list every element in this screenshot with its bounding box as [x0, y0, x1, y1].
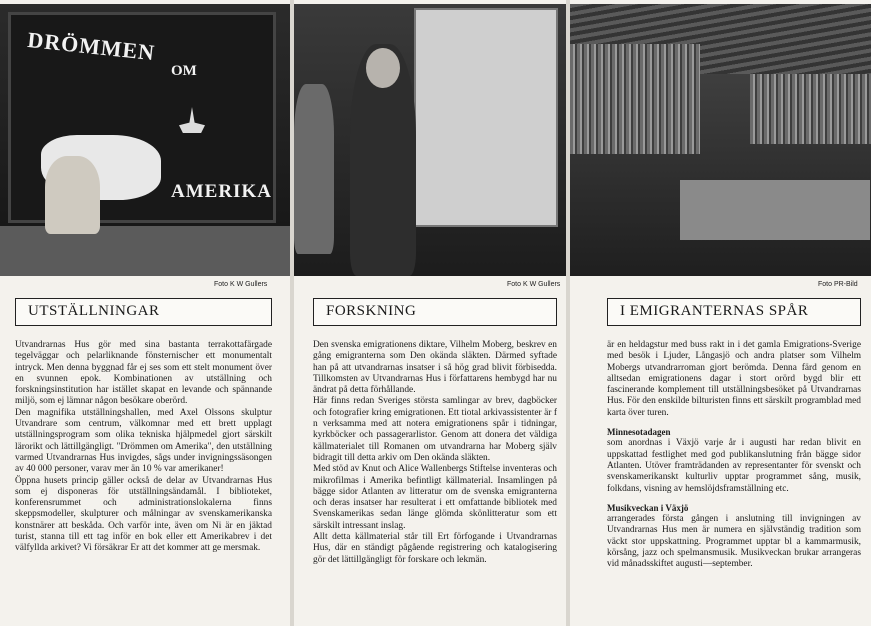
paragraph: Allt detta källmaterial står till Ert förfogande i Utvandrarnas Hus, där en ständigt pågående registrering och katalogisering gör det lättillgängligt för forskare och lekmän.	[313, 532, 557, 565]
paragraph: Den svenska emigrationens diktare, Vilhelm Moberg, beskrev en gång emigranterna som Den okända släkten. Därmed syftade han på att utvandrarnas insatser i så hög grad blivit förbisedda. Tillkomsten av Utvandrarnas Hus i författarens hembygd har nu ändrat på detta förhållande.	[313, 340, 557, 396]
library-desk	[680, 180, 870, 240]
paragraph: arrangerades första gången i anslutning till invigningen av Utvandrarnas Hus men är numera en självständig tradition som väckt stor uppskattning. Programmet upptar bl a kammarmusik, körsång, jazz och spelmansmusik. Musikveckan brukar arrangeras vid månadsskiftet augusti—september.	[607, 514, 861, 570]
paragraph: Utvandrarnas Hus gör med sina bastanta terrakottafärgade tegelväggar och pelarliknande fönsternischer ett monumentalt intryck. Men denna byggnad får ej ses som ett stelt monument över en svunnen epok. Kombinationen av utställning och forskningsinstitution har istället skapat en levande och spännande miljö, som ej lämnar någon besökare oberörd.	[15, 340, 272, 407]
exhibit-title-om: OM	[171, 63, 197, 79]
paragraph: Med stöd av Knut och Alice Wallenbergs Stiftelse inventeras och mikrofilmas i Amerika befintligt källmaterial. Insamlingen på bägge sidor Atlanten av litteratur om de svenska emigranterna och deras insatser har resulterat i ett omfattande bibliotek med Svenskamerikas sedan länge glömda skönlitteratur som ett särskilt intressant inslag.	[313, 464, 557, 531]
bookshelf-left	[570, 44, 700, 154]
photo-credit-1: Foto K W Gullers	[214, 281, 268, 288]
fold-line-2	[566, 0, 570, 626]
column-utstallningar	[15, 340, 272, 555]
photo-library	[570, 4, 871, 276]
paragraph: som anordnas i Växjö varje år i augusti har redan blivit en uppskattad festlighet med god publikanslutning från bägge sidor Atlanten. Utöver framträdanden av representanter för svenskt och svenskamerikanskt kulturliv upptar programmet sång, musik, folkdans, visning av hemslöjdsframställning etc.	[607, 438, 861, 494]
heading-forskning: FORSKNING	[313, 298, 557, 326]
photo-exhibition-hall	[0, 4, 290, 276]
paragraph: är en heldagstur med buss rakt in i det gamla Emigrations-Sverige med besök i Ljuder, Långasjö och andra platser som Vilhelm Mobergs utvandrarroman gjort berömda. Denna färd genom en alltsedan emigrationens dagar i stort orörd bygd blir ett fascinerande komplement till utställningsbesöket på Utvandrarnas Hus. För den enskilde bilturisten finns ett särskilt programblad med karta över turen.	[607, 340, 861, 418]
paragraph: Den magnifika utställningshallen, med Axel Olssons skulptur Utvandrare som centrum, välkomnar med ett brett upplagt utställningsprogram som olika tekniska hjälpmedel gjort särskilt lärorikt och lättillgängligt. "Drömmen om Amerika", den utställning varmed Utvandrarnas Hus invigdes, sågs under invigningssäsongen av 40 000 personer, varav mer än 10 % var amerikaner!	[15, 407, 272, 475]
bookshelf-right	[750, 74, 871, 144]
display-stand	[414, 8, 558, 227]
paragraph: Öppna husets princip gäller också de delar av Utvandrarnas Hus som ej disponeras för utställningsändamål. I biblioteket, konferensrummet och administrationslokalerna finns skeppsmodeller, skulpturer och målningar av svenskamerikanska konstnärer att beskåda. Och varför inte, även om Ni är en jäktad turist, stanna till ett tag inför en bok eller ett Amerikabrev i det välfyllda arkivet? Vi försäkrar Er att det kommer att ge mersmak.	[15, 475, 272, 554]
subheading-minnesotadagen: Minnesotadagen	[607, 427, 671, 438]
column-forskning	[313, 340, 557, 566]
photo-credit-2: Foto K W Gullers	[507, 281, 561, 288]
exhibit-title-dromen: DRÖMMEN	[26, 27, 157, 66]
exhibit-title-amerika: AMERIKA	[171, 181, 272, 202]
heading-utstallningar: UTSTÄLLNINGAR	[15, 298, 272, 326]
column-emigranternas-spar	[607, 340, 861, 571]
photo-research-exhibit	[294, 4, 566, 276]
photo-credit-3: Foto PR-Bild	[818, 281, 858, 288]
woman-head	[366, 48, 400, 88]
fold-line-1	[290, 0, 294, 626]
emigrant-sculpture	[45, 156, 100, 234]
visitor-figure	[294, 84, 334, 254]
ship-model-icon	[179, 107, 205, 133]
heading-emigranternas-spar: I EMIGRANTERNAS SPÅR	[607, 298, 861, 326]
subheading-musikveckan: Musikveckan i Växjö	[607, 502, 689, 513]
sculpture-plinth	[0, 226, 290, 276]
paragraph: Här finns redan Sveriges största samlingar av brev, dagböcker och fotografier kring emigrationen. Ett tiotal arkivassistenter är f n verksamma med att notera emigrationens spår i tidningar, kyrkböcker och passagerarlistor. Genom att donera det väldiga källmaterialet till Romanen om utvandrarna har Moberg själv bidragit till detta arkiv om Den okända släkten.	[313, 396, 557, 463]
